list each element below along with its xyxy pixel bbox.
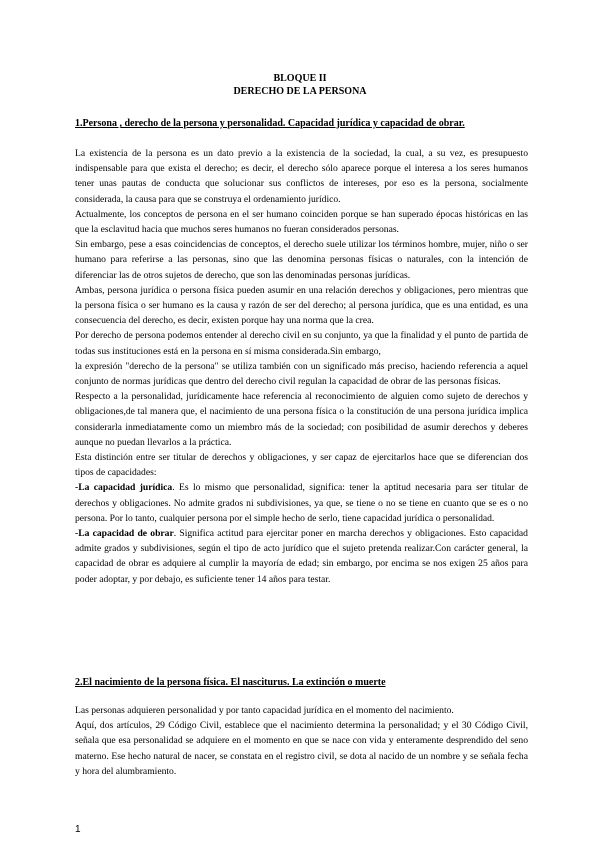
- page-number: 1: [75, 824, 81, 835]
- paragraph: Sin embargo, pese a esas coincidencias de conceptos, el derecho suele utilizar los términos hombre, mujer, niño o ser humano para referirse a las personas, sino que las denomina personas físicas o naturales, con la intención de diferenciar las de otros sujetos de derecho, que son las denominadas personas jurídicas.: [75, 239, 528, 281]
- paragraph: Actualmente, los conceptos de persona en el ser humano coinciden porque se han superado épocas históricas en las que la esclavitud hacia que muchos seres humanos no fueran considerados personas.: [75, 208, 528, 236]
- section-2-body: [75, 703, 528, 779]
- block-heading: BLOQUE II: [273, 73, 327, 84]
- section-2-title: 2.El nacimiento de la persona física. El nasciturus. La extinción o muerte: [75, 677, 386, 688]
- document-title: DERECHO DE LA PERSONA: [233, 86, 367, 97]
- paragraph: Las personas adquieren personalidad y por tanto capacidad jurídica en el momento del nacimiento.: [75, 705, 454, 716]
- capacidad-juridica-paragraph: [75, 480, 528, 526]
- paragraph: Ambas, persona jurídica o persona física pueden asumir en una relación derechos y obligaciones, pero mientras que la persona física o ser humano es la causa y razón de ser del derecho; al persona jurídica, que es una entidad, es una consecuencia del derecho, es decir, existen porque hay una norma que la crea.: [75, 284, 528, 327]
- capacidad-juridica-text: . Es lo mismo que personalidad, significa: tener la aptitud necesaria para ser titular de derechos y obligaciones. No admite grados ni subdivisiones, ya que, se tiene o no se tiene en cuanto que se es o no persona. Por lo tanto, cualquier persona por el simple hecho de serlo, tiene capacidad jurídica o personalidad.: [75, 482, 528, 524]
- paragraph: Aquí, dos artículos, 29 Código Civil, establece que el nacimiento determina la personalidad; y el 30 Código Civil, señala que esa personalidad se adquiere en el momento en que se nace con vida y enteramente desprendido del seno materno. Ese hecho natural de nacer, se constata en el registro civil, se dota al nacido de un nombre y se señala fecha y hora del alumbramiento.: [75, 720, 528, 777]
- section-1-title: 1.Persona , derecho de la persona y personalidad. Capacidad jurídica y capacidad de obrar.: [75, 118, 465, 129]
- paragraph: la expresión "derecho de la persona" se utiliza también con un significado más preciso, haciendo referencia a aquel conjunto de normas jurídicas que dentro del derecho civil regulan la capacidad de obrar de las personas físicas.: [75, 360, 528, 388]
- paragraph: Por derecho de persona podemos entender al derecho civil en su conjunto, ya que la finalidad y el punto de partida de todas sus instituciones está en la persona en sí misma considerada.Sin embargo,: [75, 330, 528, 357]
- paragraph: Respecto a la personalidad, jurídicamente hace referencia al reconocimiento de alguien como sujeto de derechos y obligaciones,de tal manera que, el nacimiento de una persona física o la constitución de una persona jurídica implica considerarla inmediatamente como un miembro más de la sociedad; con posibilidad de asumir derechos y deberes aunque no puedan llevarlos a la práctica.: [75, 391, 528, 448]
- paragraph: Esta distinción entre ser titular de derechos y obligaciones, y ser capaz de ejercitarlos hace que se diferencian dos tipos de capacidades:: [75, 452, 528, 479]
- paragraph: La existencia de la persona es un dato previo a la existencia de la sociedad, la cual, a su vez, es presupuesto indispensable para que exista el derecho; es decir, el derecho sólo aparece porque el interesa a los seres humanos tener unas pautas de conducta que solucionar sus conflictos de intereses, por eso es la persona, socialmente considerada, la causa para que se construya el ordenamiento jurídico.: [75, 148, 528, 205]
- capacidad-juridica-label: -La capacidad jurídica: [75, 482, 173, 494]
- section-1-body: [75, 146, 528, 587]
- capacidad-obrar-label: -La capacidad de obrar: [75, 528, 174, 540]
- capacidad-obrar-paragraph: [75, 526, 528, 587]
- capacidad-obrar-text: . Significa actitud para ejercitar poner en marcha derechos y obligaciones. Esto capacidad admite grados y subdivisiones, según el tipo de acto jurídico que el sujeto pretenda realizar.Con carácter general, la capacidad de obrar es adquiere al cumplir la mayoría de edad; sin embargo, por encima se nos exigen 25 años para poder adoptar, y por debajo, es suficiente tener 14 años para testar.: [75, 528, 528, 585]
